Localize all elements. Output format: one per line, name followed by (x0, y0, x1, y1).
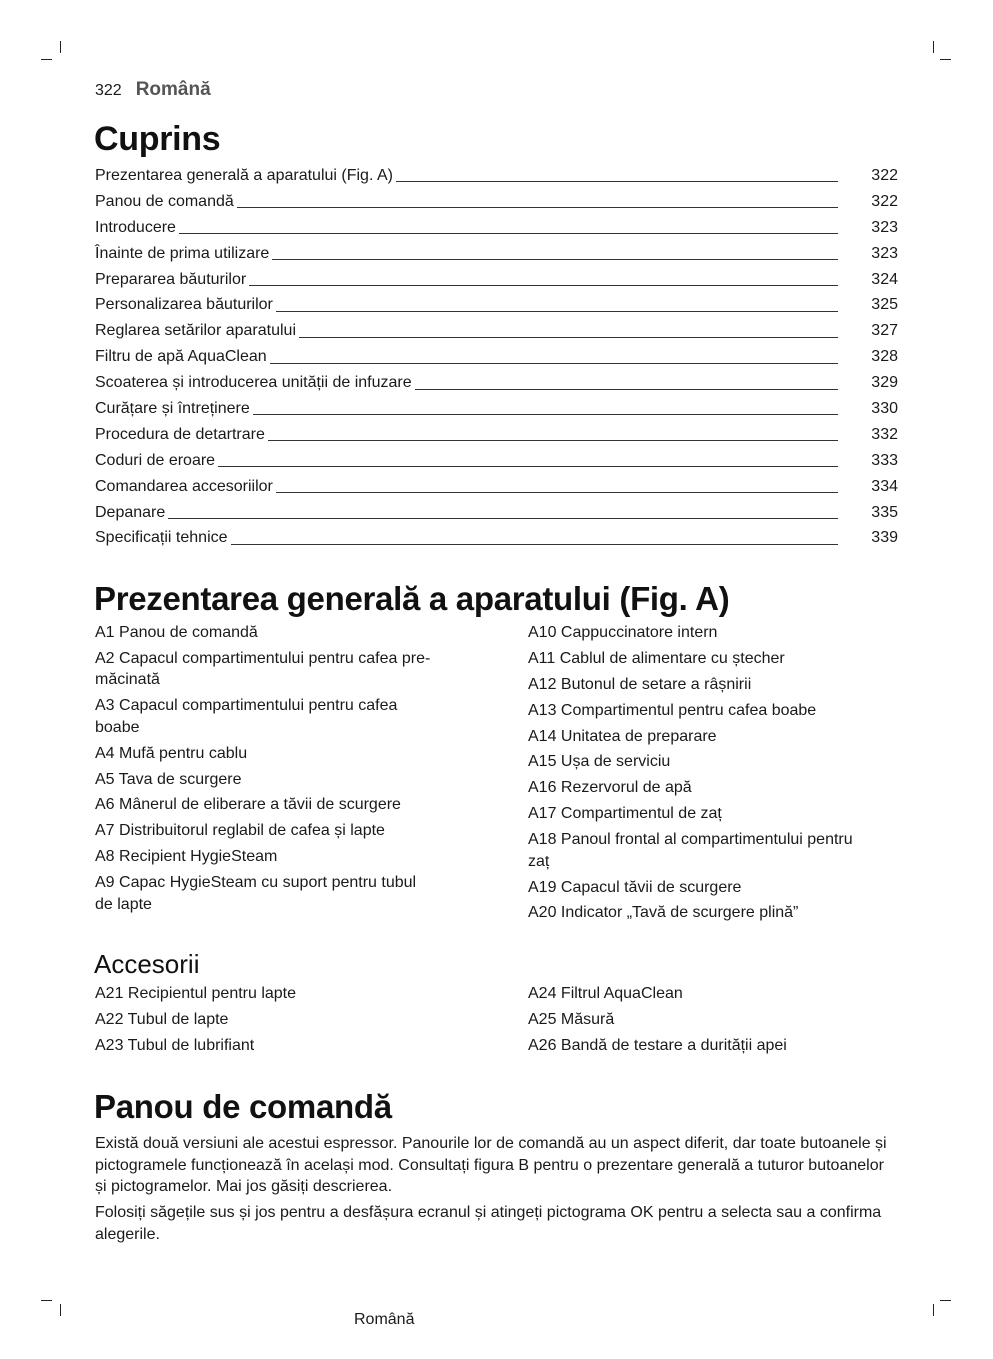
toc-entry-label: Scoaterea și introducerea unității de infuzare (95, 374, 412, 392)
toc-entry[interactable] (95, 163, 898, 189)
toc-leader-line (265, 434, 868, 435)
list-item: A4 Mufă pentru cablu (95, 744, 248, 762)
page-number: 322 (95, 82, 122, 99)
page-header (95, 79, 211, 101)
list-item: A13 Compartimentul pentru cafea boabe (528, 701, 817, 719)
toc-leader-line (267, 357, 868, 358)
toc-entry-label: Procedura de detartrare (95, 425, 265, 443)
toc-entry-page: 322 (871, 192, 898, 210)
accessories-list-left (95, 983, 490, 1061)
control-panel-paragraph: Există două versiuni ale acestui espressor. Panourile lor de comandă au un aspect diferit, dar toate butoanele și pictogramele funcționează în același mod. Consultați figura B pentru o prezentare generală a tuturor butoanelor și pictogramelor. Mai jos găsiți descrierea. (95, 1135, 887, 1196)
toc-entry-label: Comandarea accesoriilor (95, 477, 273, 495)
list-item: A6 Mânerul de eliberare a tăvii de scurgere (95, 796, 401, 814)
list-item: A17 Compartimentul de zaț (528, 805, 722, 823)
toc-entry-page: 327 (871, 322, 898, 340)
toc-entry[interactable] (95, 396, 898, 422)
table-of-contents (95, 163, 898, 551)
list-item: A20 Indicator „Tavă de scurgere plină” (528, 904, 799, 922)
toc-entry[interactable] (95, 318, 898, 344)
toc-entry-page: 323 (871, 218, 898, 236)
toc-leader-line (412, 383, 868, 384)
toc-entry[interactable] (95, 422, 898, 448)
list-item: A7 Distribuitorul reglabil de cafea și lapte (95, 822, 385, 840)
list-item: A9 Capac HygieSteam cu suport pentru tubul de lapte (95, 874, 417, 913)
toc-entry-label: Specificații tehnice (95, 529, 228, 547)
accessories-title: Accesorii (94, 949, 200, 979)
list-item: A24 Filtrul AquaClean (528, 985, 683, 1002)
control-panel-paragraph: Folosiți săgețile sus și jos pentru a desfășura ecranul și atingeți pictograma OK pentru a selecta sau a confirma alegerile. (95, 1204, 882, 1243)
toc-entry-label: Panou de comandă (95, 192, 234, 210)
toc-entry[interactable] (95, 500, 898, 526)
crop-mark (41, 59, 52, 60)
toc-entry-page: 328 (871, 348, 898, 366)
toc-entry-page: 322 (871, 166, 898, 184)
toc-entry[interactable] (95, 370, 898, 396)
toc-entry-label: Prepararea băuturilor (95, 270, 247, 288)
list-item: A1 Panou de comandă (95, 624, 258, 641)
crop-mark (60, 41, 61, 53)
toc-leader-line (393, 175, 868, 176)
crop-mark (933, 41, 934, 53)
list-item: A5 Tava de scurgere (95, 770, 242, 788)
toc-leader-line (273, 486, 868, 487)
toc-leader-line (296, 331, 868, 332)
toc-entry-label: Coduri de eroare (95, 451, 216, 469)
toc-entry[interactable] (95, 474, 898, 500)
overview-list-left (95, 622, 490, 920)
toc-entry-page: 339 (871, 529, 898, 547)
list-item: A10 Cappuccinatore intern (528, 624, 718, 641)
toc-entry-page: 325 (871, 296, 898, 314)
toc-entry-page: 335 (871, 503, 898, 521)
footer-language: Română (354, 1311, 415, 1328)
toc-entry-label: Introducere (95, 218, 176, 236)
list-item: A18 Panoul frontal al compartimentului pentru zaț (528, 831, 853, 870)
toc-entry[interactable] (95, 189, 898, 215)
toc-leader-line (250, 408, 868, 409)
toc-entry-page: 323 (871, 244, 898, 262)
toc-entry[interactable] (95, 215, 898, 241)
list-item: A14 Unitatea de preparare (528, 727, 717, 745)
toc-leader-line (273, 305, 868, 306)
toc-leader-line (228, 538, 868, 539)
toc-entry-page: 332 (871, 425, 898, 443)
list-item: A8 Recipient HygieSteam (95, 848, 278, 866)
list-item: A23 Tubul de lubrifiant (95, 1036, 255, 1054)
crop-mark (940, 1300, 951, 1301)
toc-entry-page: 329 (871, 374, 898, 392)
toc-entry-label: Reglarea setărilor aparatului (95, 322, 296, 340)
overview-list-right (528, 622, 903, 928)
list-item: A3 Capacul compartimentului pentru cafea boabe (95, 697, 398, 736)
toc-entry-page: 334 (871, 477, 898, 495)
header-language: Română (135, 79, 211, 100)
list-item: A11 Cablul de alimentare cu ștecher (528, 649, 785, 667)
toc-title: Cuprins (94, 120, 221, 158)
list-item: A15 Ușa de serviciu (528, 753, 671, 771)
accessories-list-right (528, 983, 903, 1061)
crop-mark (940, 59, 951, 60)
toc-entry-label: Filtru de apă AquaClean (95, 348, 267, 366)
toc-leader-line (176, 227, 868, 228)
toc-entry[interactable] (95, 267, 898, 293)
crop-mark (933, 1304, 934, 1316)
list-item: A12 Butonul de setare a râșnirii (528, 675, 752, 693)
toc-leader-line (215, 460, 868, 461)
overview-title: Prezentarea generală a aparatului (Fig. A) (94, 580, 730, 617)
toc-entry-label: Depanare (95, 503, 166, 521)
list-item: A26 Bandă de testare a durității apei (528, 1036, 787, 1054)
control-panel-title: Panou de comandă (94, 1088, 392, 1125)
toc-entry[interactable] (95, 525, 898, 551)
toc-leader-line (246, 279, 868, 280)
toc-leader-line (234, 201, 868, 202)
toc-entry[interactable] (95, 241, 898, 267)
list-item: A22 Tubul de lapte (95, 1010, 229, 1028)
toc-entry-page: 324 (871, 270, 898, 288)
toc-leader-line (269, 253, 868, 254)
crop-mark (41, 1300, 52, 1301)
toc-entry-label: Înainte de prima utilizare (95, 244, 270, 262)
toc-entry-page: 333 (871, 451, 898, 469)
toc-entry-label: Personalizarea băuturilor (95, 296, 273, 314)
toc-entry-label: Curățare și întreținere (95, 399, 250, 417)
list-item: A25 Măsură (528, 1010, 615, 1028)
toc-entry-label: Prezentarea generală a aparatului (Fig. A) (95, 166, 393, 184)
toc-entry[interactable] (95, 448, 898, 474)
list-item: A16 Rezervorul de apă (528, 779, 692, 797)
toc-entry-page: 330 (871, 399, 898, 417)
list-item: A21 Recipientul pentru lapte (95, 985, 297, 1002)
list-item: A2 Capacul compartimentului pentru cafea pre- măcinată (95, 649, 431, 689)
toc-entry[interactable] (95, 292, 898, 318)
toc-entry[interactable] (95, 344, 898, 370)
list-item: A19 Capacul tăvii de scurgere (528, 878, 742, 896)
crop-mark (60, 1304, 61, 1316)
toc-leader-line (165, 512, 868, 513)
